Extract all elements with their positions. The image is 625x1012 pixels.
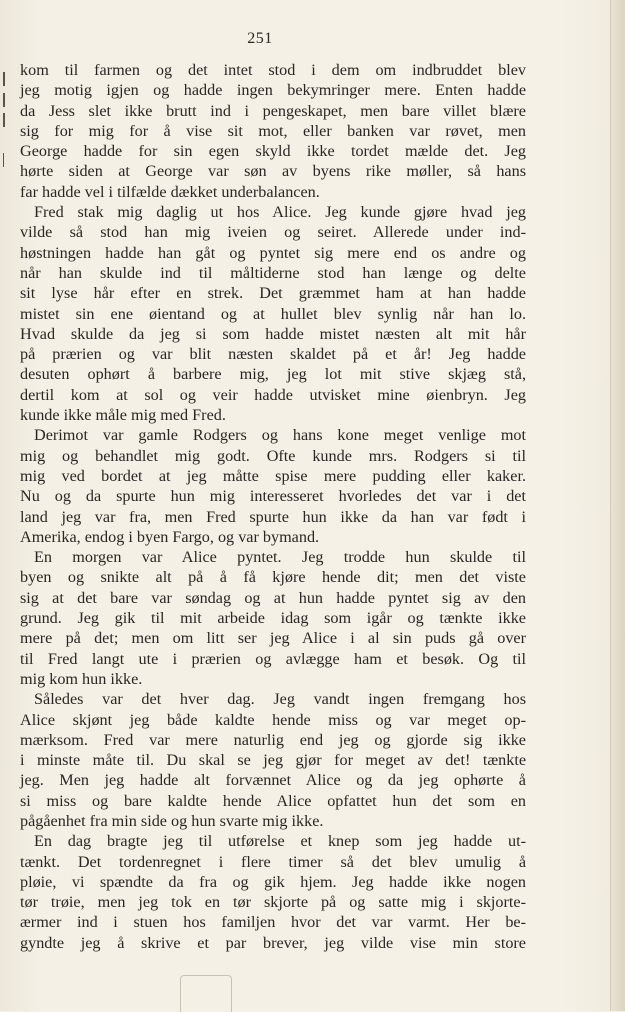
text-line: si miss og bare kaldte hende Alice opfattet hun det som en	[20, 791, 526, 810]
text-line: jeg. Men jeg hadde alt forvænnet Alice og da jeg ophørte å	[20, 771, 526, 790]
text-line: Således var det hver dag. Jeg vandt ingen fremgang hos	[34, 690, 526, 709]
text-line: far hadde vel i tilfælde dækket underbalancen.	[20, 182, 320, 201]
text-line: byen og snikte alt på å få kjøre hende dit; men det viste	[20, 568, 526, 587]
text-line: grund. Jeg gik til mit arbeide idag som igår og tænkte ikke	[20, 609, 526, 628]
text-line: En morgen var Alice pyntet. Jeg trodde hun skulde til	[34, 548, 526, 567]
text-line: Amerika, endog i byen Fargo, og var bymand.	[20, 527, 320, 546]
margin-mark	[3, 153, 4, 167]
text-line: til Fred langt ute i prærien og avlægge ham et besøk. Og til	[20, 649, 526, 668]
text-line: da Jess slet ikke brutt ind i pengeskapet, men bare villet blære	[20, 101, 526, 120]
margin-mark	[3, 93, 5, 107]
text-line: Nu og da spurte hun mig interesseret hvorledes det var i det	[20, 487, 526, 506]
text-line: jeg motig igjen og hadde ingen bekymringer mere. Enten hadde	[20, 81, 526, 100]
text-line: dertil kom at sol og veir hadde utvisket mine øienbryn. Jeg	[20, 385, 526, 404]
text-line: vilde så stod han mig iveien og seiret. Allerede under ind-	[20, 223, 526, 242]
text-line: Hvad skulde da jeg si som hadde mistet næsten alt mit hår	[20, 324, 526, 343]
text-line: ærmer ind i stuen hos familjen hvor det var varmt. Her be-	[20, 913, 526, 932]
text-line: En dag bragte jeg til utførelse et knep som jeg hadde ut-	[34, 832, 526, 851]
margin-mark	[3, 113, 5, 127]
text-line: mærksom. Fred var mere naturlig end jeg og gjorde sig ikke	[20, 730, 526, 749]
text-line: tænkt. Det tordenregnet i flere timer så det blev umulig å	[20, 852, 526, 871]
text-line: sig at det bare var søndag og at hun hadde pyntet sig av den	[20, 588, 526, 607]
text-line: Fred stak mig daglig ut hos Alice. Jeg kunde gjøre hvad jeg	[34, 203, 526, 222]
page-edge-shadow	[610, 0, 625, 1011]
text-line: mig og behandlet mig godt. Ofte kunde mrs. Rodgers si til	[20, 446, 526, 465]
text-line: desuten ophørt å barbere mig, jeg lot mit stive skjæg stå,	[20, 365, 526, 384]
text-line: kom til farmen og det intet stod i dem om indbruddet blev	[20, 61, 526, 79]
text-line: mere på det; men om litt ser jeg Alice i al sin puds gå over	[20, 629, 526, 648]
text-line: mig kom hun ikke.	[20, 669, 143, 688]
text-line: sig for mig for å vise sit mot, eller banken var røvet, men	[20, 121, 526, 140]
body-text	[20, 60, 526, 953]
text-line: mistet sin ene øientand og at hullet blev synlig når han lo.	[20, 304, 526, 323]
text-line: mig ved bordet at jeg måtte spise mere pudding eller kaker.	[20, 466, 526, 485]
text-line: pløie, vi spændte da fra og gik hjem. Jeg hadde ikke nogen	[20, 872, 526, 891]
text-line: pågåenhet fra min side og hun svarte mig ikke.	[20, 811, 324, 830]
bookmark-tab-outline	[180, 975, 232, 1012]
text-line: George hadde for sin egen skyld ikke tordet mælde det. Jeg	[20, 142, 526, 161]
text-line: når han skulde ind til måltiderne stod han længe og delte	[20, 263, 526, 282]
text-line: sit lyse hår efter en strek. Det græmmet ham at han hadde	[20, 284, 526, 303]
margin-mark	[3, 72, 5, 86]
text-line: Derimot var gamle Rodgers og hans kone meget venlige mot	[34, 426, 526, 445]
text-line: tør trøie, men jeg tok en tør skjorte på og satte mig i skjorte-	[20, 893, 526, 912]
text-line: kunde ikke måle mig med Fred.	[20, 406, 226, 425]
text-line: i minste måte til. Du skal se jeg gjør for meget av det! tænkte	[20, 751, 526, 770]
text-line: på prærien og var blit næsten skaldet på et år! Jeg hadde	[20, 345, 526, 364]
text-line: hørte siden at George var søn av byens rike møller, så hans	[20, 162, 526, 181]
text-line: land jeg var fra, men Fred spurte hun ikke da han var født i	[20, 507, 526, 526]
text-line: gyndte jeg å skrive et par brever, jeg vilde vise min store	[20, 933, 526, 952]
page-number: 251	[247, 30, 273, 47]
text-line: Alice skjønt jeg både kaldte hende miss og var meget op-	[20, 710, 526, 729]
text-line: høstningen hadde han gåt og pyntet sig mere end os andre og	[20, 243, 526, 262]
